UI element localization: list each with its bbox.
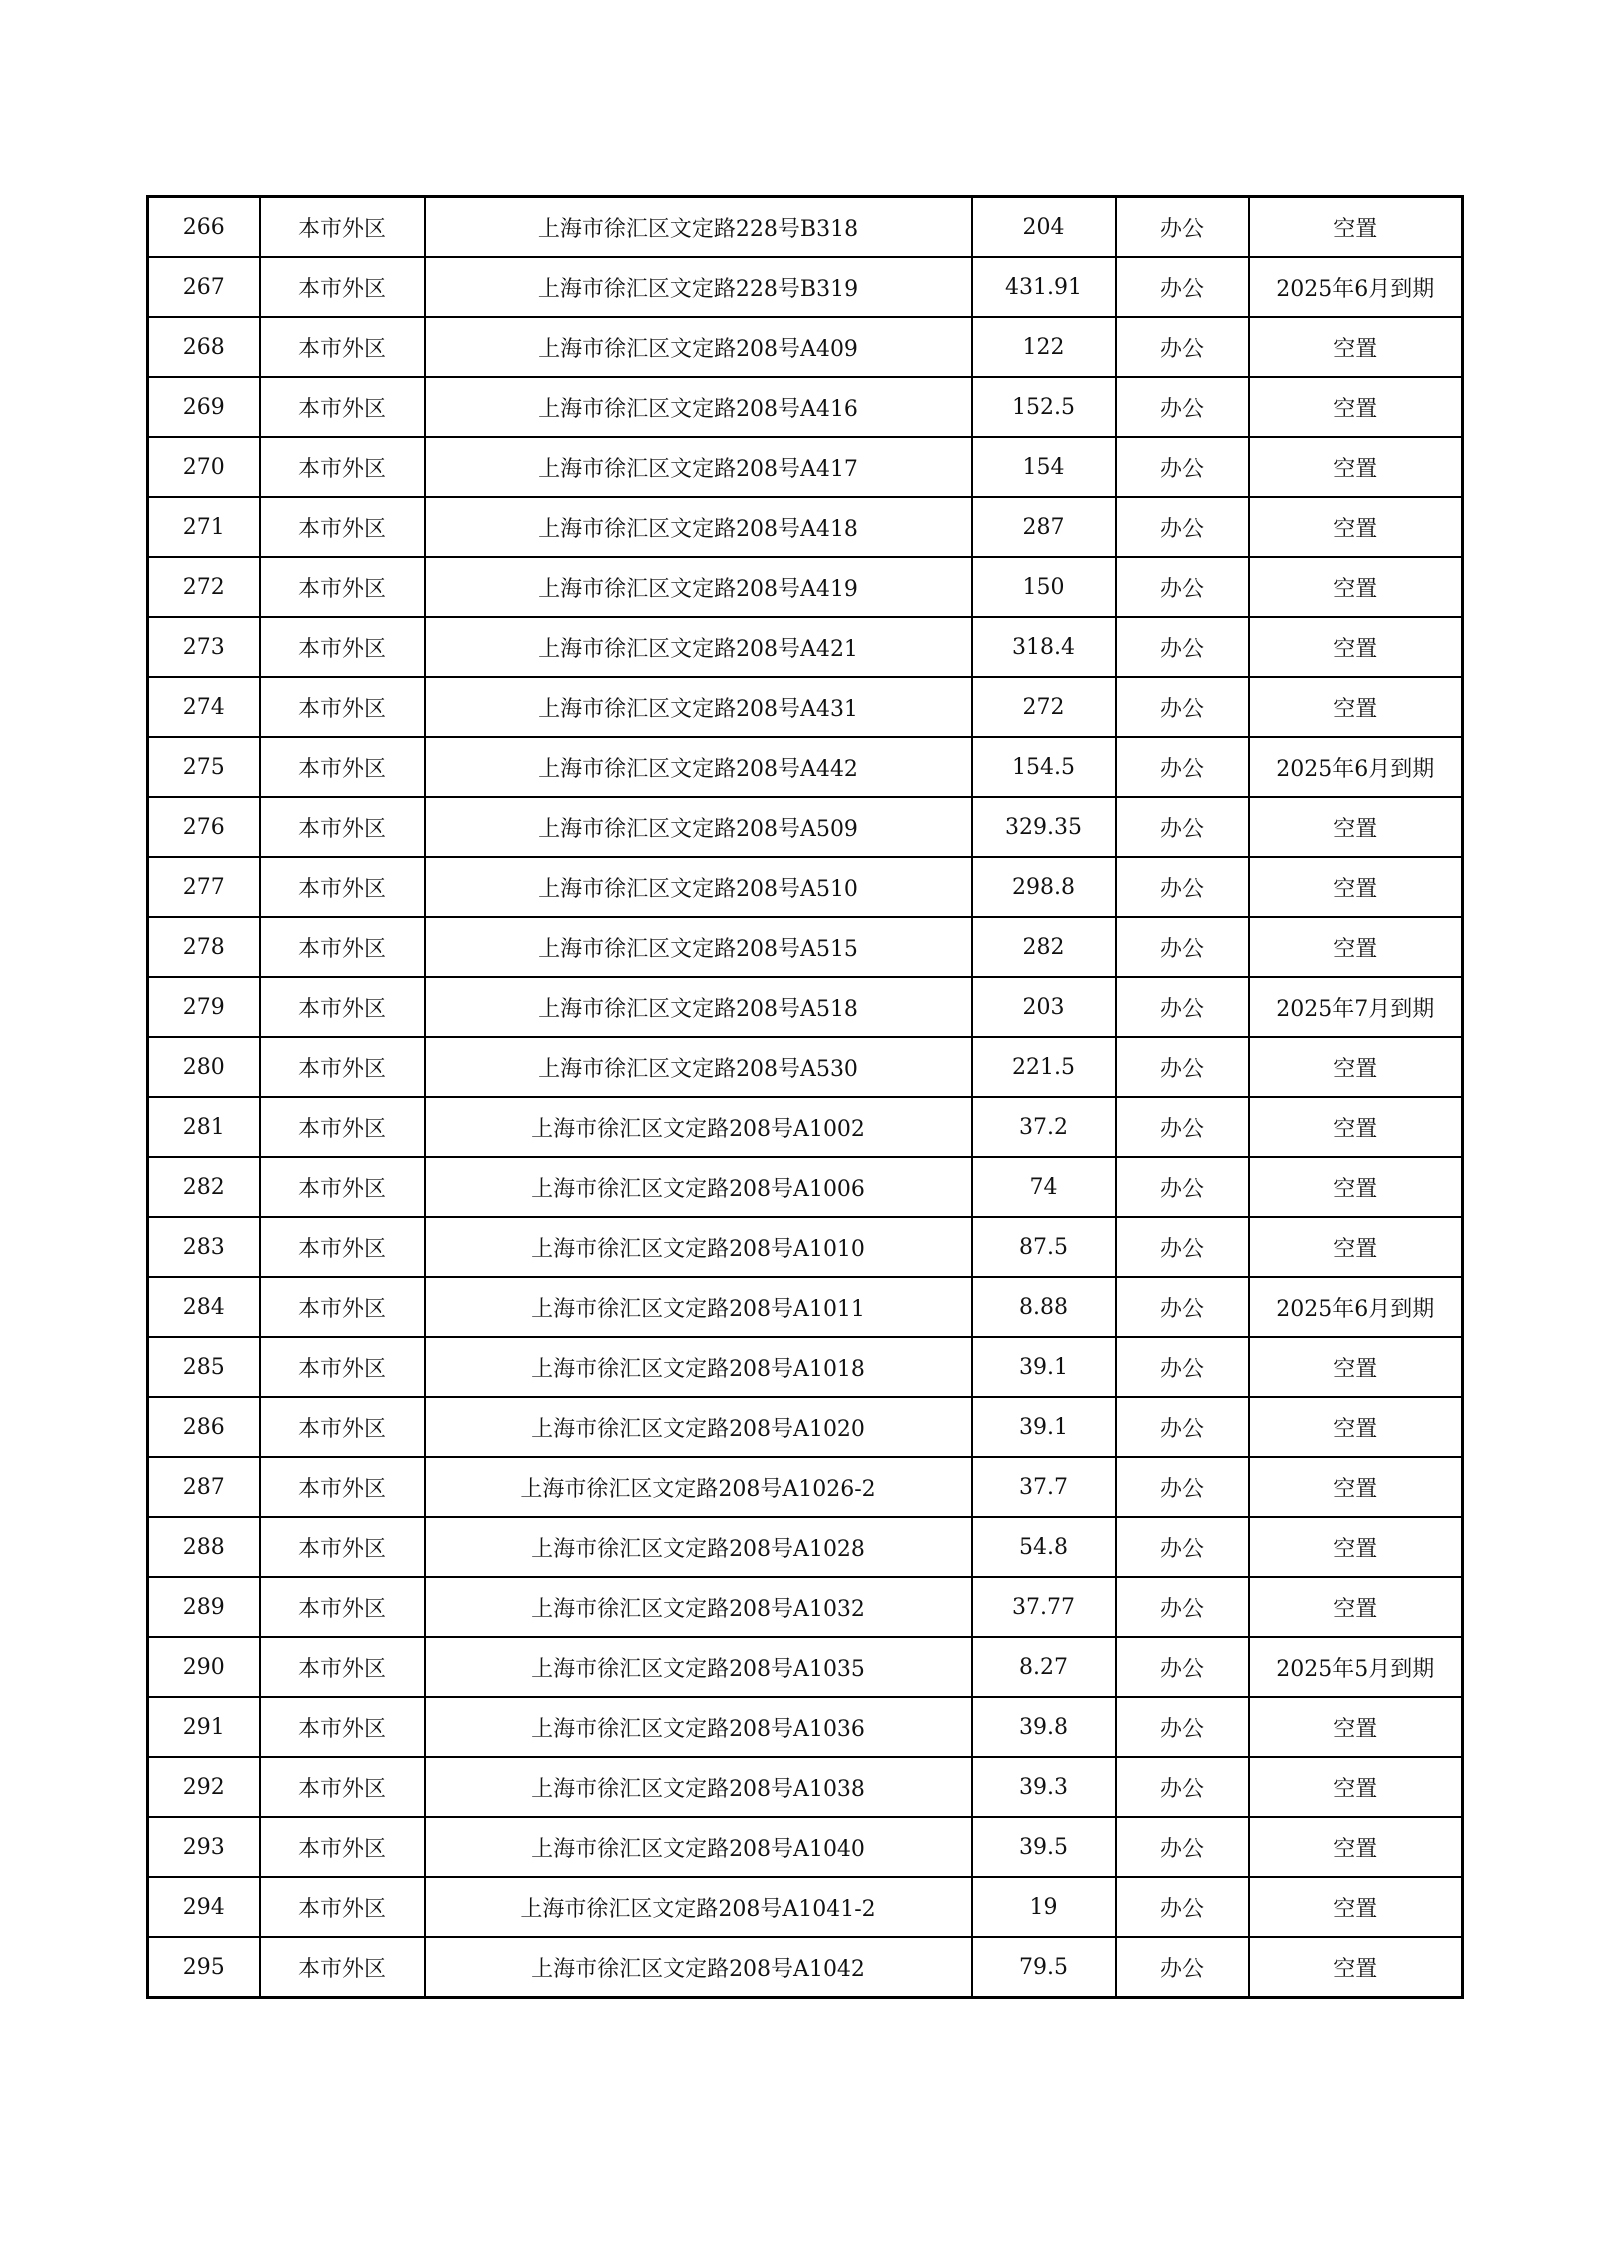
status-cell: 2025年6月到期 [1249,737,1463,797]
status-cell: 空置 [1249,857,1463,917]
usage-cell: 办公 [1116,1877,1249,1937]
row-number-cell: 295 [148,1937,260,1998]
address-cell: 上海市徐汇区文定路208号A417 [425,437,972,497]
area-cell: 272 [972,677,1116,737]
table-row [148,1457,1463,1517]
region-cell: 本市外区 [260,1517,425,1577]
table-row [148,857,1463,917]
status-cell: 空置 [1249,677,1463,737]
status-cell: 空置 [1249,377,1463,437]
usage-cell: 办公 [1116,1397,1249,1457]
usage-cell: 办公 [1116,377,1249,437]
usage-cell: 办公 [1116,1337,1249,1397]
region-cell: 本市外区 [260,1337,425,1397]
usage-cell: 办公 [1116,977,1249,1037]
status-cell: 空置 [1249,1217,1463,1277]
area-cell: 19 [972,1877,1116,1937]
row-number-cell: 291 [148,1697,260,1757]
area-cell: 154 [972,437,1116,497]
region-cell: 本市外区 [260,1757,425,1817]
row-number-cell: 274 [148,677,260,737]
address-cell: 上海市徐汇区文定路208号A1035 [425,1637,972,1697]
table-row [148,497,1463,557]
row-number-cell: 273 [148,617,260,677]
row-number-cell: 283 [148,1217,260,1277]
region-cell: 本市外区 [260,1097,425,1157]
address-cell: 上海市徐汇区文定路208号A419 [425,557,972,617]
region-cell: 本市外区 [260,857,425,917]
row-number-cell: 280 [148,1037,260,1097]
usage-cell: 办公 [1116,857,1249,917]
region-cell: 本市外区 [260,1697,425,1757]
area-cell: 152.5 [972,377,1116,437]
row-number-cell: 293 [148,1817,260,1877]
status-cell: 空置 [1249,197,1463,258]
usage-cell: 办公 [1116,1037,1249,1097]
status-cell: 空置 [1249,1157,1463,1217]
row-number-cell: 286 [148,1397,260,1457]
address-cell: 上海市徐汇区文定路228号B319 [425,257,972,317]
status-cell: 空置 [1249,1757,1463,1817]
area-cell: 8.88 [972,1277,1116,1337]
usage-cell: 办公 [1116,1457,1249,1517]
area-cell: 431.91 [972,257,1116,317]
usage-cell: 办公 [1116,257,1249,317]
status-cell: 2025年7月到期 [1249,977,1463,1037]
address-cell: 上海市徐汇区文定路208号A442 [425,737,972,797]
table-row [148,1397,1463,1457]
address-cell: 上海市徐汇区文定路208号A1020 [425,1397,972,1457]
usage-cell: 办公 [1116,677,1249,737]
usage-cell: 办公 [1116,1937,1249,1998]
area-cell: 154.5 [972,737,1116,797]
table-row [148,677,1463,737]
region-cell: 本市外区 [260,1817,425,1877]
row-number-cell: 271 [148,497,260,557]
status-cell: 空置 [1249,1577,1463,1637]
table-row [148,557,1463,617]
row-number-cell: 288 [148,1517,260,1577]
region-cell: 本市外区 [260,257,425,317]
row-number-cell: 284 [148,1277,260,1337]
area-cell: 37.2 [972,1097,1116,1157]
area-cell: 329.35 [972,797,1116,857]
area-cell: 8.27 [972,1637,1116,1697]
status-cell: 空置 [1249,1457,1463,1517]
usage-cell: 办公 [1116,1097,1249,1157]
address-cell: 上海市徐汇区文定路208号A1032 [425,1577,972,1637]
row-number-cell: 275 [148,737,260,797]
row-number-cell: 282 [148,1157,260,1217]
status-cell: 空置 [1249,617,1463,677]
address-cell: 上海市徐汇区文定路208号A431 [425,677,972,737]
usage-cell: 办公 [1116,1277,1249,1337]
region-cell: 本市外区 [260,1277,425,1337]
status-cell: 空置 [1249,317,1463,377]
row-number-cell: 278 [148,917,260,977]
address-cell: 上海市徐汇区文定路208号A1036 [425,1697,972,1757]
area-cell: 87.5 [972,1217,1116,1277]
row-number-cell: 294 [148,1877,260,1937]
table-row [148,1097,1463,1157]
area-cell: 37.7 [972,1457,1116,1517]
status-cell: 空置 [1249,1397,1463,1457]
region-cell: 本市外区 [260,437,425,497]
address-cell: 上海市徐汇区文定路208号A515 [425,917,972,977]
region-cell: 本市外区 [260,977,425,1037]
row-number-cell: 289 [148,1577,260,1637]
region-cell: 本市外区 [260,1577,425,1637]
usage-cell: 办公 [1116,797,1249,857]
area-cell: 37.77 [972,1577,1116,1637]
address-cell: 上海市徐汇区文定路208号A1028 [425,1517,972,1577]
status-cell: 空置 [1249,1337,1463,1397]
address-cell: 上海市徐汇区文定路208号A418 [425,497,972,557]
region-cell: 本市外区 [260,617,425,677]
table-row [148,1817,1463,1877]
address-cell: 上海市徐汇区文定路208号A421 [425,617,972,677]
table-row [148,797,1463,857]
region-cell: 本市外区 [260,797,425,857]
table-row [148,617,1463,677]
area-cell: 298.8 [972,857,1116,917]
area-cell: 39.8 [972,1697,1116,1757]
region-cell: 本市外区 [260,497,425,557]
row-number-cell: 269 [148,377,260,437]
area-cell: 79.5 [972,1937,1116,1998]
row-number-cell: 287 [148,1457,260,1517]
usage-cell: 办公 [1116,197,1249,258]
region-cell: 本市外区 [260,1157,425,1217]
address-cell: 上海市徐汇区文定路208号A1042 [425,1937,972,1998]
table-row [148,1577,1463,1637]
row-number-cell: 285 [148,1337,260,1397]
row-number-cell: 267 [148,257,260,317]
usage-cell: 办公 [1116,1157,1249,1217]
status-cell: 2025年6月到期 [1249,257,1463,317]
table-row [148,1037,1463,1097]
area-cell: 221.5 [972,1037,1116,1097]
table-row [148,437,1463,497]
table-row [148,1877,1463,1937]
row-number-cell: 279 [148,977,260,1037]
usage-cell: 办公 [1116,1637,1249,1697]
region-cell: 本市外区 [260,737,425,797]
area-cell: 39.3 [972,1757,1116,1817]
region-cell: 本市外区 [260,1037,425,1097]
row-number-cell: 272 [148,557,260,617]
table-row [148,1637,1463,1697]
usage-cell: 办公 [1116,1517,1249,1577]
row-number-cell: 276 [148,797,260,857]
address-cell: 上海市徐汇区文定路208号A510 [425,857,972,917]
area-cell: 54.8 [972,1517,1116,1577]
table-row [148,1517,1463,1577]
address-cell: 上海市徐汇区文定路208号A409 [425,317,972,377]
area-cell: 74 [972,1157,1116,1217]
usage-cell: 办公 [1116,437,1249,497]
table-row [148,1697,1463,1757]
address-cell: 上海市徐汇区文定路208号A1010 [425,1217,972,1277]
usage-cell: 办公 [1116,497,1249,557]
area-cell: 122 [972,317,1116,377]
table-row [148,377,1463,437]
status-cell: 空置 [1249,1937,1463,1998]
address-cell: 上海市徐汇区文定路208号A1040 [425,1817,972,1877]
region-cell: 本市外区 [260,1457,425,1517]
address-cell: 上海市徐汇区文定路208号A530 [425,1037,972,1097]
address-cell: 上海市徐汇区文定路208号A509 [425,797,972,857]
table-body [148,197,1463,1998]
address-cell: 上海市徐汇区文定路228号B318 [425,197,972,258]
area-cell: 318.4 [972,617,1116,677]
status-cell: 空置 [1249,437,1463,497]
area-cell: 39.1 [972,1397,1116,1457]
property-table [146,195,1464,1999]
row-number-cell: 277 [148,857,260,917]
address-cell: 上海市徐汇区文定路208号A1006 [425,1157,972,1217]
usage-cell: 办公 [1116,917,1249,977]
status-cell: 空置 [1249,917,1463,977]
table-row [148,1277,1463,1337]
address-cell: 上海市徐汇区文定路208号A1018 [425,1337,972,1397]
address-cell: 上海市徐汇区文定路208号A1011 [425,1277,972,1337]
region-cell: 本市外区 [260,1877,425,1937]
area-cell: 204 [972,197,1116,258]
region-cell: 本市外区 [260,377,425,437]
usage-cell: 办公 [1116,1697,1249,1757]
status-cell: 空置 [1249,1817,1463,1877]
usage-cell: 办公 [1116,737,1249,797]
table-row [148,1217,1463,1277]
table-row [148,317,1463,377]
table-row [148,257,1463,317]
status-cell: 空置 [1249,1097,1463,1157]
address-cell: 上海市徐汇区文定路208号A1041-2 [425,1877,972,1937]
table-row [148,1157,1463,1217]
region-cell: 本市外区 [260,677,425,737]
region-cell: 本市外区 [260,1937,425,1998]
area-cell: 282 [972,917,1116,977]
usage-cell: 办公 [1116,1577,1249,1637]
usage-cell: 办公 [1116,557,1249,617]
usage-cell: 办公 [1116,1757,1249,1817]
region-cell: 本市外区 [260,1637,425,1697]
row-number-cell: 290 [148,1637,260,1697]
table-row [148,977,1463,1037]
region-cell: 本市外区 [260,1397,425,1457]
region-cell: 本市外区 [260,317,425,377]
address-cell: 上海市徐汇区文定路208号A416 [425,377,972,437]
address-cell: 上海市徐汇区文定路208号A1026-2 [425,1457,972,1517]
row-number-cell: 268 [148,317,260,377]
address-cell: 上海市徐汇区文定路208号A518 [425,977,972,1037]
table-row [148,737,1463,797]
usage-cell: 办公 [1116,1217,1249,1277]
status-cell: 空置 [1249,1037,1463,1097]
address-cell: 上海市徐汇区文定路208号A1038 [425,1757,972,1817]
row-number-cell: 270 [148,437,260,497]
area-cell: 39.5 [972,1817,1116,1877]
region-cell: 本市外区 [260,197,425,258]
status-cell: 空置 [1249,557,1463,617]
table-row [148,1937,1463,1998]
area-cell: 287 [972,497,1116,557]
region-cell: 本市外区 [260,917,425,977]
row-number-cell: 281 [148,1097,260,1157]
status-cell: 空置 [1249,797,1463,857]
area-cell: 203 [972,977,1116,1037]
region-cell: 本市外区 [260,1217,425,1277]
status-cell: 2025年6月到期 [1249,1277,1463,1337]
area-cell: 39.1 [972,1337,1116,1397]
table-row [148,1757,1463,1817]
status-cell: 2025年5月到期 [1249,1637,1463,1697]
status-cell: 空置 [1249,1697,1463,1757]
row-number-cell: 266 [148,197,260,258]
address-cell: 上海市徐汇区文定路208号A1002 [425,1097,972,1157]
status-cell: 空置 [1249,1517,1463,1577]
usage-cell: 办公 [1116,1817,1249,1877]
usage-cell: 办公 [1116,617,1249,677]
table-row [148,1337,1463,1397]
row-number-cell: 292 [148,1757,260,1817]
status-cell: 空置 [1249,1877,1463,1937]
region-cell: 本市外区 [260,557,425,617]
status-cell: 空置 [1249,497,1463,557]
table-row [148,917,1463,977]
table-row [148,197,1463,258]
area-cell: 150 [972,557,1116,617]
usage-cell: 办公 [1116,317,1249,377]
